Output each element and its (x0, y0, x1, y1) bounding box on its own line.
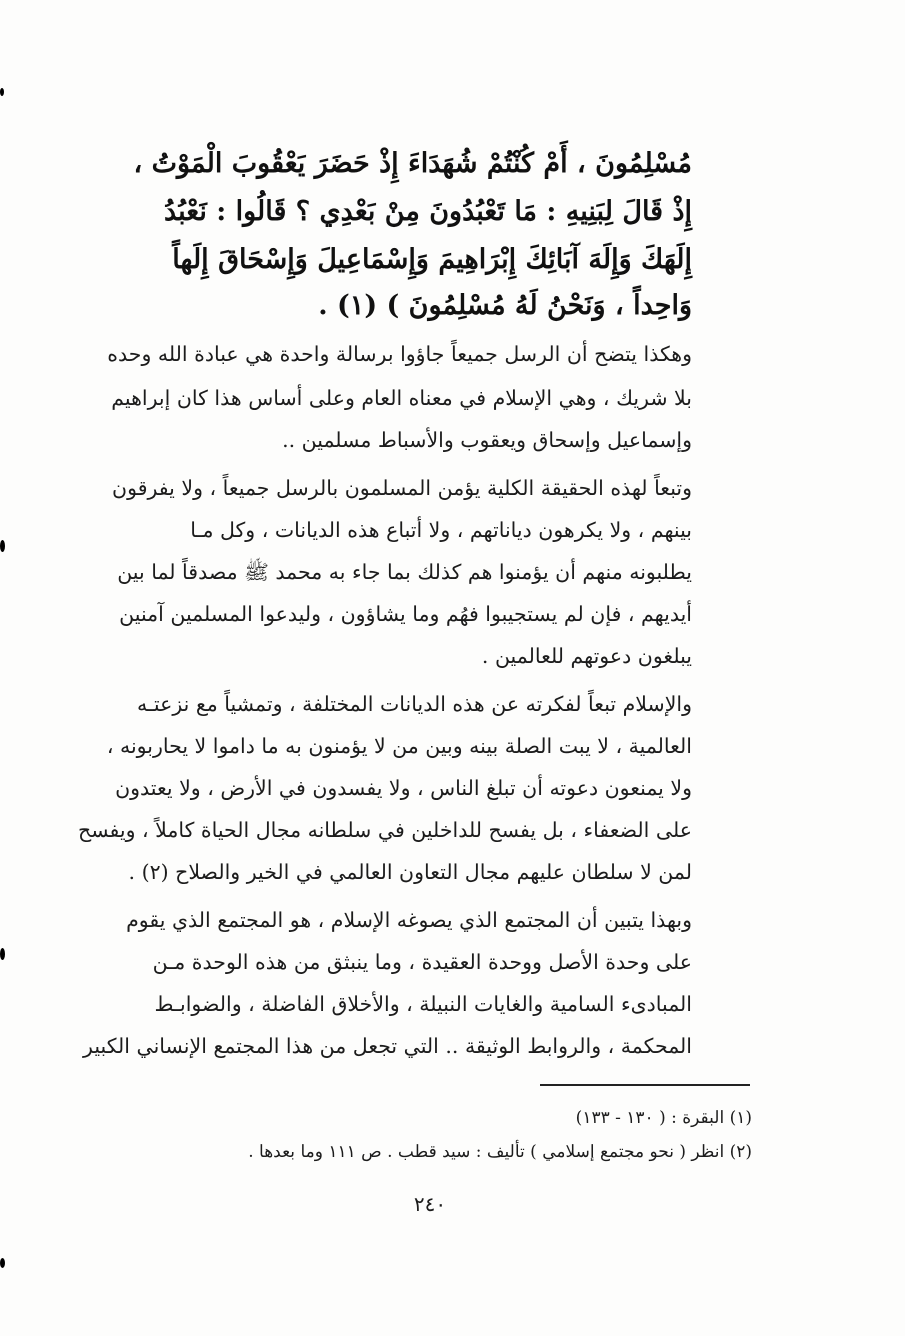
paragraph-line: ولا يمنعون دعوته أن تبلغ الناس ، ولا يفسدون في الأرض ، ولا يعتدون (115, 776, 692, 800)
footnote: (٢) انظر ( نحو مجتمع إسلامي ) تأليف : سيد قطب . ص ١١١ وما بعدها . (248, 1142, 752, 1162)
scan-mark (0, 88, 4, 96)
verse-line: إِذْ قَالَ لِبَنِيهِ : مَا تَعْبُدُونَ مِنْ بَعْدِي ؟ قَالُوا : نَعْبُدُ (163, 196, 692, 227)
verse-line: إِلَهَكَ وَإِلَهَ آبَائِكَ إِبْرَاهِيمَ وَإِسْمَاعِيلَ وَإِسْحَاقَ إِلَهاً (172, 244, 692, 275)
paragraph-line: وهكذا يتضح أن الرسل جميعاً جاؤوا برسالة واحدة هي عبادة الله وحده (107, 342, 692, 366)
paragraph-line: أيديهم ، فإن لم يستجيبوا فهُم وما يشاؤون ، وليدعوا المسلمين آمنين (119, 602, 692, 626)
footnote-separator (540, 1084, 750, 1086)
paragraph-line: على وحدة الأصل ووحدة العقيدة ، وما ينبثق من هذه الوحدة مـن (152, 950, 692, 974)
verse-line: مُسْلِمُونَ ، أَمْ كُنْتُمْ شُهَدَاءَ إِذْ حَضَرَ يَعْقُوبَ الْمَوْتُ ، (133, 148, 692, 179)
scan-mark (0, 540, 5, 552)
paragraph-line: بلا شريك ، وهي الإسلام في معناه العام وعلى أساس هذا كان إبراهيم (111, 386, 692, 410)
footnote: (١) البقرة : ( ١٣٠ - ١٣٣) (575, 1108, 752, 1128)
paragraph-line: والإسلام تبعاً لفكرته عن هذه الديانات المختلفة ، وتمشياً مع نزعتـه (136, 692, 692, 716)
paragraph-line: المبادىء السامية والغايات النبيلة ، والأخلاق الفاضلة ، والضوابـط (154, 992, 692, 1016)
paragraph-line: وتبعاً لهذه الحقيقة الكلية يؤمن المسلمون بالرسل جميعاً ، ولا يفرقون (112, 476, 692, 500)
paragraph-line: العالمية ، لا يبت الصلة بينه وبين من لا يؤمنون به ما داموا لا يحاربونه ، (106, 734, 692, 758)
paragraph-line: المحكمة ، والروابط الوثيقة .. التي تجعل من هذا المجتمع الإنساني الكبير (83, 1034, 692, 1058)
paragraph-line: بينهم ، ولا يكرهون دياناتهم ، ولا أتباع هذه الديانات ، وكل مـا (190, 518, 692, 542)
paragraph-line: وبهذا يتبين أن المجتمع الذي يصوغه الإسلام ، هو المجتمع الذي يقوم (126, 908, 692, 932)
scan-mark (0, 1258, 5, 1268)
paragraph-line: على الضعفاء ، بل يفسح للداخلين في سلطانه مجال الحياة كاملاً ، ويفسح (78, 818, 692, 842)
paragraph-line: وإسماعيل وإسحاق ويعقوب والأسباط مسلمين .. (282, 428, 692, 452)
paragraph-line: يبلغون دعوتهم للعالمين . (481, 644, 692, 668)
verse-line: وَاحِداً ، وَنَحْنُ لَهُ مُسْلِمُونَ ) (١) . (318, 290, 692, 321)
scan-mark (0, 948, 5, 960)
paragraph-line: لمن لا سلطان عليهم مجال التعاون العالمي في الخير والصلاح (٢) . (128, 860, 692, 884)
paragraph-line: يطلبونه منهم أن يؤمنوا هم كذلك بما جاء به محمد ﷺ مصدقاً لما بين (117, 560, 692, 584)
page-number: ٢٤٠ (413, 1192, 447, 1216)
